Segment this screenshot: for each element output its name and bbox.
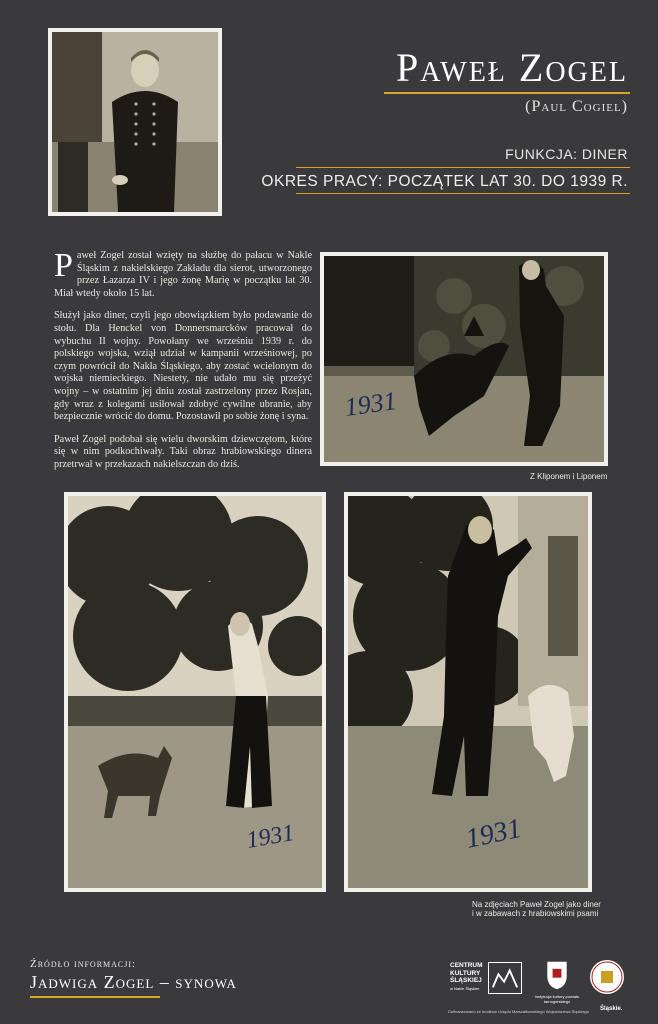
drop-cap: P — [54, 247, 73, 284]
bottom-caption-line-1: Na zdjęciach Paweł Zogel jako diner — [472, 900, 601, 909]
handwritten-year: 1931 — [342, 385, 399, 422]
source-name: Jadwiga Zogel – synowa — [30, 972, 237, 992]
circular-emblem-icon — [590, 960, 624, 994]
coat-of-arms-icon — [544, 960, 570, 994]
coat-of-arms-caption: Instytucja kultury powiatu tarnogórskiego — [534, 994, 580, 1004]
poodle-image — [348, 496, 588, 888]
alternate-name: (Paul Cogiel) — [525, 98, 628, 115]
bottom-caption-line-2: i w zabawach z hrabiowskimi psami — [472, 909, 599, 918]
handwritten-year: 1931 — [244, 819, 297, 854]
handwritten-year: 1931 — [463, 812, 525, 855]
bio-paragraph-3: Paweł Zogel podobał się wielu dworskim dziewczętom, które się w nim podkochiwały. Taki obraz hrabiowskiego dinera przetrwał w przekazach nakielszczan do dziś. — [54, 433, 312, 470]
ck-logo-icon — [488, 962, 522, 994]
portrait-image — [52, 32, 218, 212]
title-rule — [384, 92, 630, 94]
portrait-photo — [48, 28, 222, 216]
biography-text — [54, 247, 312, 482]
person-name: Paweł Zogel — [396, 45, 628, 90]
funding-note: Dofinansowano ze środków Urzędu Marszałkowskiego Województwa Śląskiego — [448, 1009, 589, 1014]
slaskie-logo: Śląskie. — [600, 1006, 623, 1012]
source-rule — [30, 996, 160, 998]
function-label: FUNKCJA: DINER — [505, 146, 628, 162]
source-label: Źródło informacji: — [30, 958, 137, 970]
photo-with-dogs — [320, 252, 608, 466]
ck-logo-text: CENTRUM KULTURY ŚLĄSKIEJ w Nakle Śląskim — [450, 962, 483, 991]
photo-with-small-dog — [64, 492, 326, 892]
period-rule — [296, 193, 630, 194]
bio-paragraph-1: Paweł Zogel został wzięty na służbę do pałacu w Nakle Śląskim z nakielskiego Zakładu dla sierot, utworzonego przez Łazarza IV i jego żonę Marię w początku lat 30. Miał wtedy około 15 lat. — [54, 247, 312, 299]
work-period: OKRES PRACY: POCZĄTEK LAT 30. DO 1939 R. — [261, 173, 628, 190]
function-rule — [296, 167, 630, 168]
photo-with-poodle — [344, 492, 592, 892]
dogs-image — [324, 256, 604, 462]
small-dog-image — [68, 496, 322, 888]
bio-paragraph-2: Służył jako diner, czyli jego obowiązkiem było podawanie do stołu. Dla Henckel von Donnersmarcków pracował do wybuchu II wojny. Powołany we wrześniu 1939 r. do polskiego wojska, wziął udział w kampanii wrześniowej, po czym powrócił do Nakła Śląskiego, aby zostać wcielonym do wojska niemieckiego. Niestety, nie udało mu się przeżyć wojny – w ostatnim jej dniu został zastrzelony przez Rosjan, gdy wraz z kolegami usiłował zdobyć cywilne ubranie, aby bezpiecznie wrócić do domu. Pozostawił po sobie żonę i syna. — [54, 310, 312, 423]
dogs-caption: Z Kliponem i Liponem — [530, 472, 608, 481]
